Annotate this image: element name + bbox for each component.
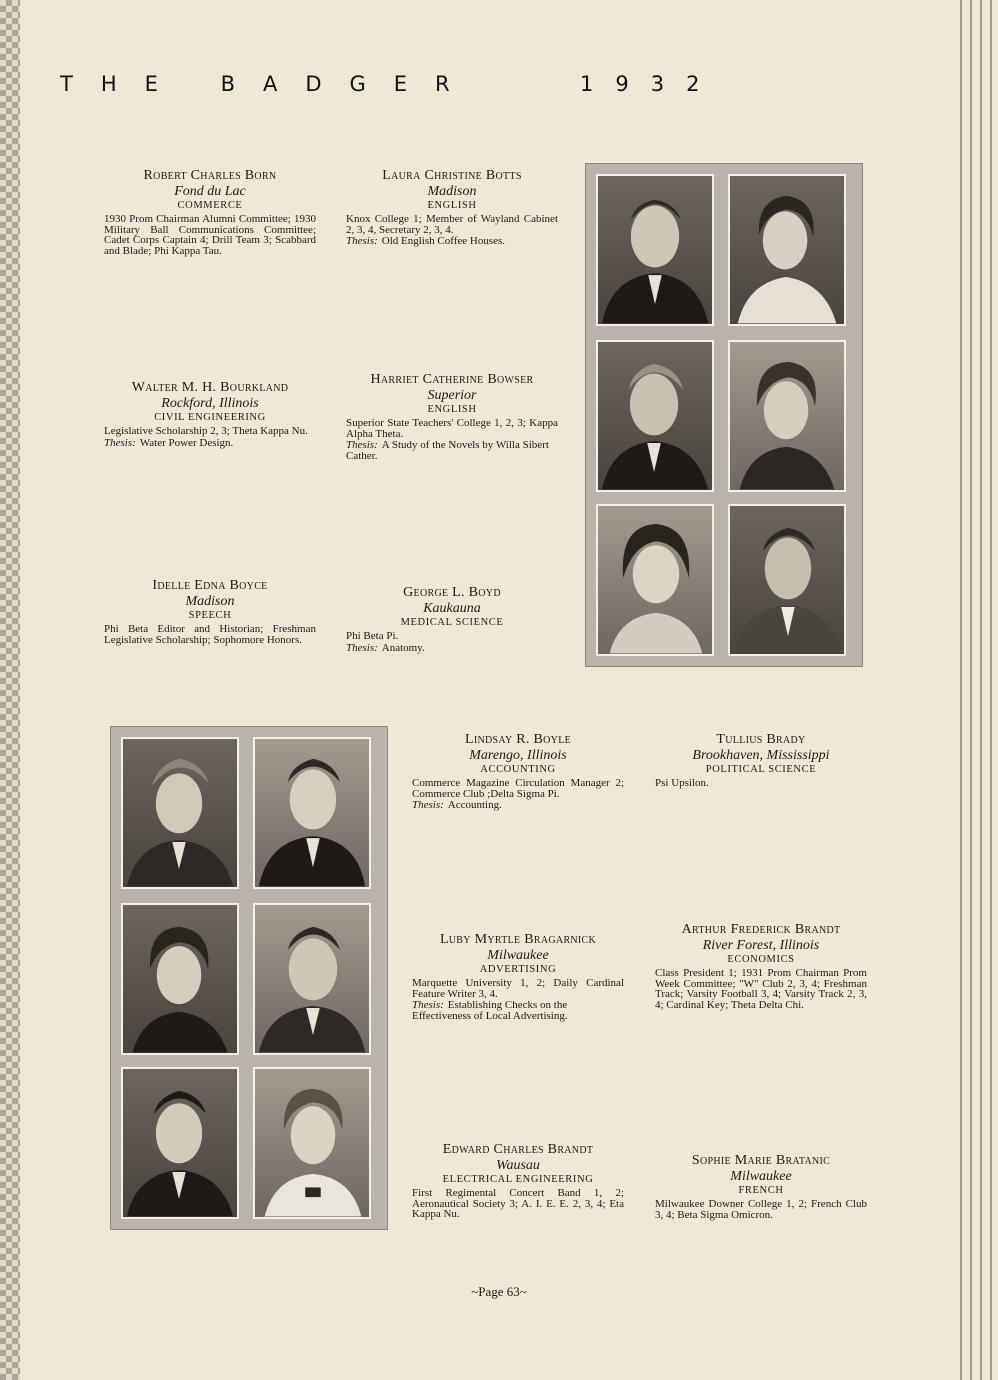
portrait-photo (121, 737, 239, 889)
student-major: ENGLISH (427, 404, 477, 415)
student-entry (104, 168, 316, 256)
photo-panel-upper (585, 163, 863, 667)
photo-panel-lower (110, 726, 388, 1230)
portrait-silhouette (730, 342, 844, 490)
student-thesis (346, 236, 558, 247)
student-major: ECONOMICS (727, 954, 795, 965)
left-decorative-border (0, 0, 20, 1380)
student-hometown: River Forest, Illinois (702, 938, 820, 953)
right-decorative-stripes (956, 0, 998, 1380)
student-hometown: Madison (427, 184, 477, 199)
student-hometown: Marengo, Illinois (469, 748, 567, 763)
student-entry (655, 922, 867, 1010)
student-major: COMMERCE (177, 200, 243, 211)
student-name: Laura Christine Botts (382, 168, 522, 183)
student-entry (412, 932, 624, 1021)
portrait-photo (121, 1067, 239, 1219)
thesis-title: Establishing Checks on the Effectiveness of Local Advertising. (412, 999, 568, 1022)
thesis-label: Thesis: (412, 999, 444, 1011)
student-activities: Psi Upsilon. (655, 777, 709, 789)
portrait-photo (728, 504, 846, 656)
student-name: Arthur Frederick Brandt (681, 922, 841, 937)
student-major: MEDICAL SCIENCE (400, 617, 504, 628)
student-name: Lindsay R. Boyle (464, 732, 572, 747)
student-entry (655, 732, 867, 789)
student-entry (412, 1142, 624, 1220)
student-thesis (346, 440, 558, 461)
portrait-silhouette (598, 506, 712, 654)
portrait-silhouette (123, 1069, 237, 1217)
student-hometown: Superior (427, 388, 477, 403)
portrait-silhouette (598, 176, 712, 324)
student-thesis (104, 438, 316, 449)
publication-title: THE BADGER (60, 72, 478, 96)
student-name: Tullius Brady (716, 732, 806, 747)
student-major: ADVERTISING (479, 964, 557, 975)
thesis-label: Thesis: (346, 439, 378, 451)
student-entry (655, 1153, 867, 1220)
student-entry (346, 585, 558, 653)
student-major: ACCOUNTING (480, 764, 556, 775)
student-name: Sophie Marie Bratanic (691, 1153, 831, 1168)
student-hometown: Fond du Lac (174, 184, 246, 199)
thesis-label: Thesis: (346, 641, 378, 654)
portrait-silhouette (598, 342, 712, 490)
student-major: CIVIL ENGINEERING (154, 412, 266, 423)
page-header (60, 72, 740, 102)
portrait-silhouette (730, 506, 844, 654)
student-entry (412, 732, 624, 811)
portrait-photo (728, 340, 846, 492)
portrait-photo (728, 174, 846, 326)
student-activities: Legislative Scholarship 2, 3; Theta Kappa Nu. (104, 425, 308, 437)
student-activities: Phi Beta Editor and Historian; Freshman Legislative Scholarship; Sophomore Honors. (104, 623, 316, 646)
student-entry (346, 372, 558, 461)
student-activities: First Regimental Concert Band 1, 2; Aeronautical Society 3; A. I. E. E. 2, 3, 4; Eta Kappa Nu. (412, 1187, 624, 1220)
student-name: Edward Charles Brandt (442, 1142, 594, 1157)
portrait-silhouette (255, 739, 369, 887)
portrait-photo (596, 174, 714, 326)
portrait-photo (596, 340, 714, 492)
student-activities: Milwaukee Downer College 1, 2; French Club 3, 4; Beta Sigma Omicron. (655, 1198, 867, 1221)
student-activities: Phi Beta Pi. (346, 630, 399, 642)
student-activities: Commerce Magazine Circulation Manager 2; Commerce Club ;Delta Sigma Pi. (412, 777, 624, 800)
student-hometown: Madison (185, 594, 235, 609)
student-hometown: Milwaukee (487, 948, 549, 963)
publication-year: 1932 (580, 72, 722, 96)
thesis-title: Accounting. (447, 799, 502, 811)
portrait-silhouette (123, 905, 237, 1053)
student-entry (104, 578, 316, 645)
thesis-title: Anatomy. (381, 641, 425, 654)
portrait-silhouette (255, 1069, 369, 1217)
student-major: FRENCH (738, 1185, 784, 1196)
thesis-label: Thesis: (346, 235, 378, 247)
student-activities: Marquette University 1, 2; Daily Cardinal Feature Writer 3, 4. (412, 977, 624, 1000)
student-name: George L. Boyd (403, 585, 501, 600)
student-entry (104, 380, 316, 448)
thesis-label: Thesis: (104, 436, 136, 449)
page-number: ~Page 63~ (471, 1284, 527, 1299)
student-activities: Knox College 1; Member of Wayland Cabinet 2, 3, 4, Secretary 2, 3, 4. (346, 213, 558, 236)
student-hometown: Brookhaven, Mississippi (692, 748, 830, 763)
student-activities: Class President 1; 1931 Prom Chairman Prom Week Committee; "W" Club 2, 3, 4; Freshman Track; Varsity Football 3, 4; Varsity Track 2, 3, 4; Cardinal Key; Theta Delta Chi. (655, 967, 867, 1011)
student-thesis (412, 800, 624, 811)
portrait-photo (596, 504, 714, 656)
student-hometown: Wausau (496, 1158, 540, 1173)
portrait-silhouette (255, 905, 369, 1053)
student-name: Idelle Edna Boyce (152, 578, 268, 593)
student-hometown: Rockford, Illinois (161, 396, 259, 411)
student-activities: 1930 Prom Chairman Alumni Committee; 1930 Military Ball Communications Committee; Cadet Corps Captain 4; Drill Team 3; Scabbard and Blade; Phi Kappa Tau. (104, 213, 316, 257)
student-hometown: Kaukauna (423, 601, 481, 616)
portrait-photo (253, 903, 371, 1055)
thesis-label: Thesis: (412, 799, 444, 811)
portrait-photo (121, 903, 239, 1055)
thesis-title: Water Power Design. (139, 436, 234, 449)
student-thesis (412, 1000, 624, 1021)
student-major: POLITICAL SCIENCE (705, 764, 817, 775)
student-major: SPEECH (188, 610, 232, 621)
student-activities: Superior State Teachers' College 1, 2, 3; Kappa Alpha Theta. (346, 417, 558, 440)
portrait-photo (253, 1067, 371, 1219)
student-name: Robert Charles Born (143, 168, 277, 183)
student-name: Walter M. H. Bourkland (131, 380, 289, 395)
thesis-title: A Study of the Novels by Willa Sibert Cather. (346, 439, 549, 462)
student-name: Luby Myrtle Bragarnick (439, 932, 597, 947)
portrait-silhouette (123, 739, 237, 887)
thesis-title: Old English Coffee Houses. (381, 235, 506, 247)
student-entry (346, 168, 558, 247)
student-thesis (346, 643, 558, 654)
portrait-photo (253, 737, 371, 889)
student-name: Harriet Catherine Bowser (370, 372, 534, 387)
student-major: ELECTRICAL ENGINEERING (442, 1174, 594, 1185)
student-hometown: Milwaukee (730, 1169, 792, 1184)
student-major: ENGLISH (427, 200, 477, 211)
portrait-silhouette (730, 176, 844, 324)
